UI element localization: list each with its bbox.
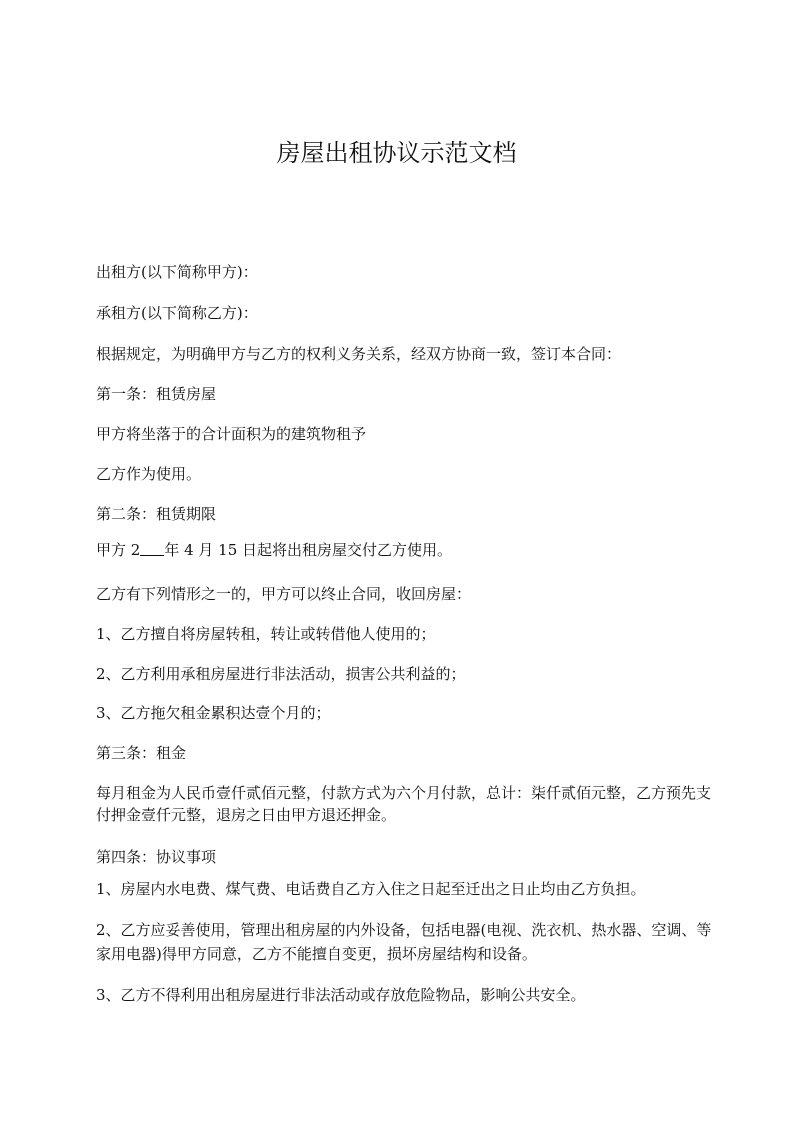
article-4-heading: 第四条：协议事项 (96, 848, 217, 866)
termination-item-1: 1、乙方擅自将房屋转租，转让或转借他人使用的； (96, 625, 436, 643)
lease-term-prefix: 甲方 2 (96, 541, 141, 559)
agreement-item-2: 2、乙方应妥善使用，管理出租房屋的内外设备，包括电器(电视、洗衣机、热水器、空调、等家用电器)得甲方同意，乙方不能擅自变更，损坏房屋结构和设备。 (96, 921, 712, 963)
paragraph-usage: 乙方作为使用。 (96, 465, 202, 483)
termination-item-3: 3、乙方拖欠租金累积达壹个月的； (96, 704, 331, 722)
paragraph-lessee: 承租方(以下简称乙方)： (96, 304, 258, 322)
paragraph-lessor: 出租方(以下简称甲方)： (96, 263, 258, 281)
article-3-heading: 第三条：租金 (96, 744, 187, 762)
paragraph-property: 甲方将坐落于的合计面积为的建筑物租予 (96, 425, 367, 443)
paragraph-lease-term (96, 539, 716, 562)
paragraph-termination: 乙方有下列情形之一的，甲方可以终止合同，收回房屋： (96, 585, 472, 603)
paragraph-rent: 每月租金为人民币壹仟贰佰元整，付款方式为六个月付款，总计：柒仟贰佰元整，乙方预先支付押金壹仟元整，退房之日由甲方退还押金。 (96, 784, 712, 824)
agreement-item-1: 1、房屋内水电费、煤气费、电话费自乙方入住之日起至迁出之日止均由乙方负担。 (96, 880, 646, 898)
article-2-heading: 第二条：租赁期限 (96, 505, 217, 523)
agreement-item-3: 3、乙方不得利用出租房屋进行非法活动或存放危险物品，影响公共安全。 (96, 986, 586, 1004)
document-title: 房屋出租协议示范文档 (276, 139, 517, 167)
lease-term-suffix: 年 4 月 15 日起将出租房屋交付乙方使用。 (164, 541, 453, 559)
termination-item-2: 2、乙方利用承租房屋进行非法活动，损害公共利益的； (96, 665, 466, 683)
blank-underline (140, 541, 164, 556)
paragraph-preamble: 根据规定，为明确甲方与乙方的权利义务关系，经双方协商一致，签订本合同： (96, 345, 622, 363)
article-1-heading: 第一条：租赁房屋 (96, 385, 217, 403)
